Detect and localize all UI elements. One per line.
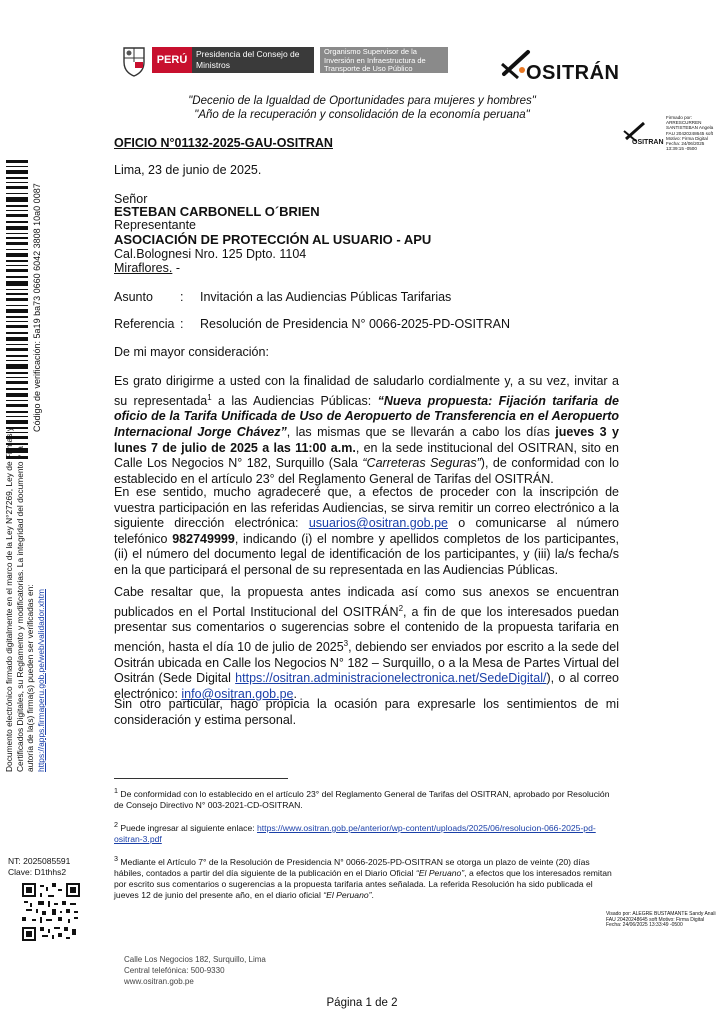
page-number: Página 1 de 2: [326, 997, 398, 1009]
footnote-3-text-b: , a efectos que los interesados remitan por escrito sus comentarios o sugerencias a la propuesta tarifaria antes señalada. La referida Resolución ha sido publicada el jueves 12 de junio del presente año, en el diario oficial: [114, 867, 612, 900]
organismo-label: Organismo Supervisor de la Inversión en Infraestructura de Transporte de Uso Público: [320, 47, 448, 73]
p1-text-b: a las Audiencias Públicas:: [211, 393, 378, 408]
paragraph-3: [114, 585, 619, 702]
tracking-info: [8, 856, 70, 878]
recipient-salutation: Señor: [114, 192, 148, 206]
recipient-name: ESTEBAN CARBONELL O´BRIEN: [114, 204, 320, 219]
reference-value: Resolución de Presidencia N° 0066-2025-PD-OSITRAN: [200, 317, 511, 331]
footnote-3-italic-2: “El Peruano”: [323, 889, 372, 900]
footnote-ref-3: 3: [343, 638, 349, 648]
footnote-divider: [114, 778, 288, 779]
motto-line-1: "Decenio de la Igualdad de Oportunidades para mujeres y hombres": [188, 95, 536, 107]
footnote-1-text: De conformidad con lo establecido en el artículo 23° del Reglamento General de Tarifas del OSITRAN, aprobado por Resolución de Consejo Directivo N° 003-2021-CD-OSITRAN.: [114, 788, 610, 810]
subject-label: Asunto: [114, 290, 153, 304]
greeting: De mi mayor consideración:: [114, 345, 269, 359]
verification-code: Código de verificación: 5a19 ba73 0660 6042 3808 10a0 0087: [32, 183, 42, 432]
p2-text-a: En ese sentido, mucho agradeceré que, a efectos de proceder con la inscripción de vuestra participación en las referidas Audiencias, se sirva remitir un correo electrónico a la siguiente dirección electrónica:: [114, 485, 619, 531]
p2-text-c: , indicando (i) el nombre y apellidos completos de los participantes, (ii) el número del documento legal de identificación de los participantes, y (iii) la/s fecha/s en la que participará el personal de su representada en las Audiencias Públicas.: [114, 531, 619, 577]
paragraph-1: [114, 374, 619, 487]
email-link-info[interactable]: info@ositran.gob.pe: [181, 686, 294, 701]
footnote-3-text-c: .: [371, 889, 374, 900]
paragraph-4: Sin otro particular, hago propicia la ocasión para expresarle los sentimientos de mi consideración y estima personal.: [114, 697, 619, 727]
recipient-org: ASOCIACIÓN DE PROTECCIÓN AL USUARIO - APU: [114, 232, 432, 247]
resolution-pdf-link[interactable]: https://www.ositran.gob.pe/anterior/wp-content/uploads/2025/06/resolucion-066-2025-pd-ositran-3.pdf: [114, 822, 596, 844]
p1-text-f: , en la sede institucional del OSITRAN, sito en Calle Los Negocios N° 182, Surquillo (Sala: [114, 440, 619, 471]
recipient-district: [114, 261, 180, 277]
ositran-wordmark: OSITRÁN: [526, 62, 620, 84]
footnote-1-num: 1: [114, 787, 118, 795]
p1-dates: jueves 3 y lunes 7 de julio de 2025 a las 11:00 a.m.: [114, 424, 620, 455]
footnote-3-num: 3: [114, 855, 118, 863]
pcm-label: Presidencia del Consejo de Ministros: [192, 47, 314, 73]
footnote-2-num: 2: [114, 821, 118, 829]
signature-text: Firmado por: ARRESCURREN SANTISTEBAN Angela FAU 20420248645 soft Motivo: Firma Digital Fecha: 24/06/2025 13:39:15 -0500: [666, 115, 714, 152]
legal-line-3: autoría de la(s) firma(s) pueden ser verificadas en:: [25, 584, 35, 772]
footnote-2-text: Puede ingresar al siguiente enlace:: [120, 822, 258, 833]
footnote-3-italic-1: “El Peruano”: [415, 867, 465, 878]
oficio-number: OFICIO N°01132-2025-GAU-OSITRAN: [114, 136, 333, 150]
footer-line-1: Calle Los Negocios 182, Surquillo, Lima: [124, 955, 266, 964]
p3-text-e: .: [293, 686, 297, 701]
subject-value: Invitación a las Audiencias Públicas Tarifarias: [200, 290, 452, 304]
phone-number: 982749999: [172, 531, 235, 546]
footer-line-3: www.ositran.gob.pe: [124, 977, 194, 986]
p1-title: “Nueva propuesta: Fijación tarifaria de oficio de la Tarifa Unificada de Uso de Aeropuerto de Transferencia en el Aeropuerto Internacional Jorge Chávez”: [114, 393, 620, 439]
legal-line-2: Certificados Digitales, su Reglamento y modificatorias. La integridad del documento y la: [14, 446, 25, 772]
clave: Clave: D1thhs2: [8, 867, 67, 877]
validator-link[interactable]: https://apps.firmaperu.gob.pe/web/validador.xhtm: [35, 589, 46, 772]
reference-sep: :: [180, 317, 184, 331]
footer-address: [124, 954, 266, 987]
paragraph-2: [114, 485, 619, 579]
footnote-3: [114, 854, 619, 901]
footnote-1: [114, 786, 619, 811]
reference-label: Referencia: [114, 317, 175, 331]
qr-code-icon: [22, 883, 80, 941]
footnote-ref-2: 2: [398, 603, 404, 613]
footnote-2: [114, 820, 619, 845]
peru-label: PERÚ: [152, 47, 192, 73]
email-link-usuarios[interactable]: usuarios@ositran.gob.pe: [308, 516, 448, 531]
nt-number: NT: 2025085591: [8, 856, 71, 866]
p3-text-c: , debiendo ser enviados por escrito a la sede del Ositrán ubicada en Calle los Negocios N° 182 – Surquillo, o a la Mesa de Partes Virtual del Ositrán (Sede Digital: [114, 640, 619, 686]
motto-line-2: "Año de la recuperación y consolidación de la economía peruana": [194, 109, 530, 121]
footnote-3-text-a: Mediante el Artículo 7° de la Resolución de Presidencia N° 0066-2025-PD-OSITRAN se otorga un plazo de veinte (20) días hábiles, contados a partir del día siguiente de la publicación en el Diario Oficial: [114, 856, 590, 878]
ositran-logo: [496, 44, 626, 86]
p3-text-a: Cabe resaltar que, la propuesta antes indicada así como sus anexos se encuentran publicados en el Portal Institucional del OSITRÁN: [114, 585, 619, 619]
footnote-ref-1: 1: [207, 392, 212, 402]
p3-text-d: ), o al correo electrónico:: [114, 671, 619, 701]
legal-line-1: Documento electrónico firmado digitalmente en el marco de la Ley N°27269, Ley de Firmas y: [4, 426, 14, 772]
p3-text-b: , a fin de que los interesados puedan presentar sus comentarios o sugerencias sobre el contenido de la propuesta tarifaria en mención, hasta el día 10 de julio de 2025: [114, 604, 620, 655]
subject-sep: :: [180, 290, 184, 304]
legal-notice: [4, 427, 46, 772]
visado-signature: Visado por: ALEGRE BUSTAMANTE Sandy Anali FAU 20420248645 soft Motivo: Firma Digital Fecha: 24/06/2025 13:33:49 -0500: [606, 911, 716, 929]
p2-text-b: o comunicarse al número telefónico: [114, 516, 619, 546]
district-name: Miraflores.: [114, 261, 173, 275]
p1-room: “Carreteras Seguras”: [362, 456, 481, 471]
sede-digital-link[interactable]: https://ositran.administracionelectronica.net/SedeDigital/: [235, 671, 547, 686]
coat-of-arms-icon: [118, 44, 150, 78]
p1-text-d: , las mismas que se llevarán a cabo los días: [286, 424, 556, 439]
government-logo-bar: [118, 44, 448, 78]
footer-line-2: Central telefónica: 500-9330: [124, 966, 225, 975]
signature-logo-text: OSITRAN: [632, 139, 664, 146]
letter-date: Lima, 23 de junio de 2025.: [114, 163, 262, 177]
recipient-address: Cal.Bolognesi Nro. 125 Dpto. 1104: [114, 247, 307, 261]
district-suffix: -: [172, 261, 180, 275]
p1-text-a: Es grato dirigirme a usted con la finalidad de saludarlo cordialmente y, a su vez, invitar a su representada: [114, 374, 619, 408]
barcode-icon: [6, 160, 28, 460]
recipient-role: Representante: [114, 218, 197, 232]
p1-text-h: ), de conformidad con lo establecido en el artículo 23° del Reglamento General de Tarifas del OSITRÁN.: [114, 456, 619, 486]
